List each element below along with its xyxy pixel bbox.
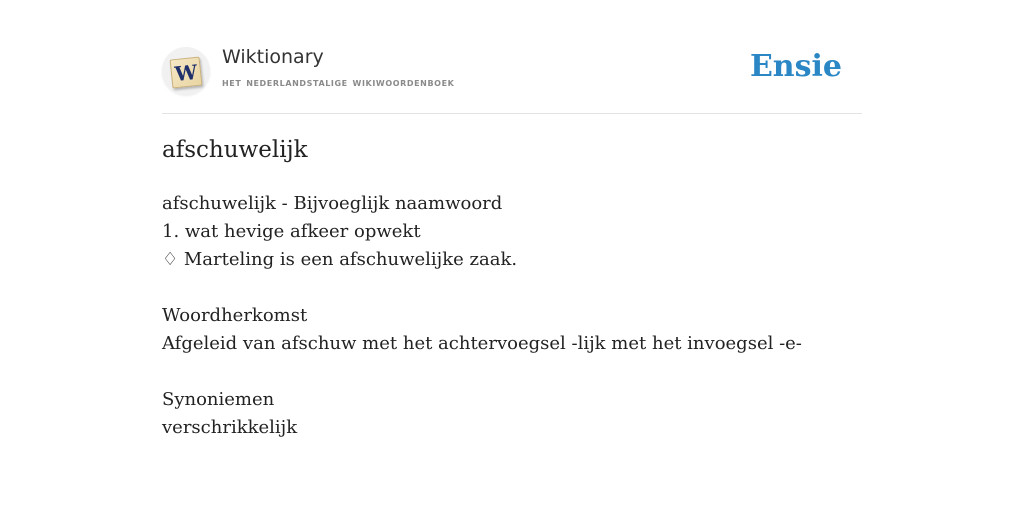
ensie-brand-link[interactable]: Ensie (749, 49, 842, 84)
spacer (162, 358, 862, 386)
logo-letter: W (173, 59, 199, 87)
spacer (162, 274, 862, 302)
site-title[interactable]: Wiktionary (222, 46, 324, 68)
page-title: afschuwelijk (162, 137, 308, 163)
synonyms-heading: Synoniemen (162, 389, 275, 410)
logo-tile (170, 57, 203, 89)
sense-1: 1. wat hevige afkeer opwekt (162, 221, 421, 242)
etymology-heading: Woordherkomst (162, 305, 308, 326)
etymology-text: Afgeleid van afschuw met het achtervoegsel -lijk met het invoegsel -e- (162, 333, 802, 354)
header (162, 44, 862, 100)
wiktionary-logo-icon[interactable] (162, 47, 210, 95)
entry-content (162, 190, 862, 442)
page (162, 0, 862, 512)
site-subtitle: het nederlandstalige wikiwoordenboek (222, 75, 455, 89)
example-1: ♢ Marteling is een afschuwelijke zaak. (162, 249, 518, 270)
synonym-item: verschrikkelijk (162, 417, 298, 438)
definition-heading: afschuwelijk - Bijvoeglijk naamwoord (162, 193, 503, 214)
header-divider (162, 113, 862, 114)
